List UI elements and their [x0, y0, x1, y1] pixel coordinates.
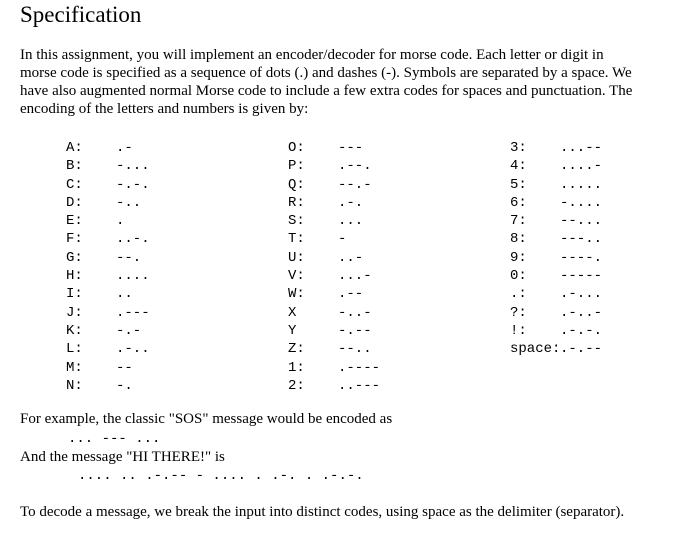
morse-code: ----.	[560, 249, 603, 266]
intro-line: morse code is specified as a sequence of dots (.) and dashes (-). Symbols are separated by a space. We	[20, 65, 632, 81]
morse-character: T:	[288, 231, 305, 248]
morse-code: .--.	[338, 158, 372, 175]
morse-table-row	[288, 304, 448, 322]
morse-table-row	[510, 249, 685, 267]
morse-code: -	[338, 231, 347, 248]
morse-table-row	[510, 157, 685, 175]
morse-character: N:	[66, 377, 83, 394]
morse-table-row	[288, 139, 448, 157]
morse-table-row	[66, 285, 226, 303]
morse-table-row	[510, 340, 685, 358]
morse-character: D:	[66, 194, 83, 211]
morse-character: G:	[66, 249, 83, 266]
morse-code: -..	[116, 194, 142, 211]
morse-code: .-	[116, 140, 133, 156]
morse-table-column-3	[510, 139, 685, 359]
morse-table-row	[66, 194, 226, 212]
morse-code: .-...	[560, 286, 603, 303]
morse-character: 6:	[510, 194, 527, 211]
morse-table-row	[66, 176, 226, 194]
morse-code: --..	[338, 341, 372, 358]
example-hi-there-code: .... .. .-.-- - .... . .-. . .-.-.	[78, 468, 364, 484]
morse-character: H:	[66, 268, 83, 285]
morse-character: !:	[510, 322, 527, 339]
morse-table-row	[288, 194, 448, 212]
morse-character: F:	[66, 231, 83, 248]
morse-code: -..-	[338, 304, 372, 321]
morse-table-row	[66, 212, 226, 230]
morse-code: ...--	[560, 140, 603, 156]
morse-code: -....	[560, 194, 603, 211]
morse-character: Q:	[288, 176, 305, 193]
morse-table-row	[510, 194, 685, 212]
morse-character: U:	[288, 249, 305, 266]
decode-paragraph: To decode a message, we break the input into distinct codes, using space as the delimiter (separator).	[20, 504, 625, 520]
morse-table-row	[66, 139, 226, 157]
morse-code: ..---	[338, 377, 381, 394]
morse-character: E:	[66, 213, 83, 230]
morse-table-row	[288, 212, 448, 230]
morse-code: .----	[338, 359, 381, 376]
morse-code: .	[116, 213, 125, 230]
morse-character: 3:	[510, 140, 527, 156]
morse-character: K:	[66, 322, 83, 339]
morse-character: L:	[66, 341, 83, 358]
morse-table-row	[66, 267, 226, 285]
example-sos-text: For example, the classic "SOS" message would be encoded as	[20, 411, 393, 427]
morse-character: C:	[66, 176, 83, 193]
morse-table-row	[288, 176, 448, 194]
morse-character: A:	[66, 140, 83, 156]
morse-character: W:	[288, 286, 305, 303]
morse-table-row	[66, 359, 226, 377]
morse-character: 4:	[510, 158, 527, 175]
morse-code: -.--	[338, 322, 372, 339]
morse-code: .--	[338, 286, 364, 303]
example-sos-code: ... --- ...	[68, 431, 161, 447]
morse-table-row	[288, 285, 448, 303]
morse-code: -.-.	[116, 176, 150, 193]
morse-table-row	[288, 377, 448, 395]
morse-table-row	[66, 249, 226, 267]
morse-code: --.-	[338, 176, 372, 193]
morse-code: .-.--	[560, 341, 603, 358]
morse-code: -.	[116, 377, 133, 394]
morse-table-row	[510, 230, 685, 248]
morse-code: ..	[116, 286, 133, 303]
morse-table-row	[288, 322, 448, 340]
morse-code: .-.	[338, 194, 364, 211]
morse-code: .-..-	[560, 304, 603, 321]
morse-table-row	[288, 359, 448, 377]
morse-code: ....-	[560, 158, 603, 175]
morse-code: -----	[560, 268, 603, 285]
morse-code: ..-.	[116, 231, 150, 248]
morse-character: 5:	[510, 176, 527, 193]
morse-code: .---	[116, 304, 150, 321]
morse-character: .:	[510, 286, 527, 303]
morse-code: ---..	[560, 231, 603, 248]
morse-character: V:	[288, 268, 305, 285]
morse-character: space:	[510, 341, 561, 358]
morse-character: I:	[66, 286, 83, 303]
morse-character: R:	[288, 194, 305, 211]
morse-code: ..-	[338, 249, 364, 266]
morse-character: Z:	[288, 341, 305, 358]
morse-character: 9:	[510, 249, 527, 266]
morse-character: X	[288, 304, 297, 321]
morse-character: Y	[288, 322, 297, 339]
morse-character: M:	[66, 359, 83, 376]
intro-line: have also augmented normal Morse code to include a few extra codes for spaces and punctuation. The	[20, 83, 633, 99]
morse-character: 1:	[288, 359, 305, 376]
morse-code: --.	[116, 249, 142, 266]
morse-character: 0:	[510, 268, 527, 285]
morse-character: O:	[288, 140, 305, 156]
morse-table-row	[66, 230, 226, 248]
morse-table-row	[510, 212, 685, 230]
section-title: Specification	[20, 2, 142, 27]
morse-code: .-.-.	[560, 322, 603, 339]
morse-table-row	[66, 157, 226, 175]
morse-character: P:	[288, 158, 305, 175]
morse-table-row	[288, 340, 448, 358]
morse-table-row	[288, 267, 448, 285]
morse-table-row	[510, 267, 685, 285]
morse-table-column-1	[66, 139, 226, 395]
morse-code: ---	[338, 140, 364, 156]
morse-table-row	[66, 377, 226, 395]
morse-table-row	[288, 249, 448, 267]
morse-code: -...	[116, 158, 150, 175]
morse-code: -.-	[116, 322, 142, 339]
example-hi-there-text: And the message "HI THERE!" is	[20, 449, 225, 465]
morse-table-row	[510, 322, 685, 340]
morse-character: J:	[66, 304, 83, 321]
morse-code: .....	[560, 176, 603, 193]
morse-code: ...	[338, 213, 364, 230]
morse-table-row	[66, 322, 226, 340]
morse-character: 7:	[510, 213, 527, 230]
morse-character: ?:	[510, 304, 527, 321]
morse-table-column-2	[288, 139, 448, 395]
morse-table-row	[66, 304, 226, 322]
morse-character: 8:	[510, 231, 527, 248]
morse-table-row	[288, 157, 448, 175]
morse-code: ...-	[338, 268, 372, 285]
morse-code: --...	[560, 213, 603, 230]
morse-table-row	[510, 285, 685, 303]
morse-table-row	[66, 340, 226, 358]
morse-table-row	[288, 230, 448, 248]
morse-table-row	[510, 139, 685, 157]
morse-character: B:	[66, 158, 83, 175]
morse-code: --	[116, 359, 133, 376]
morse-character: S:	[288, 213, 305, 230]
intro-paragraph	[20, 46, 690, 118]
intro-line: encoding of the letters and numbers is given by:	[20, 101, 309, 117]
morse-table-row	[510, 304, 685, 322]
morse-code: ....	[116, 268, 150, 285]
morse-character: 2:	[288, 377, 305, 394]
morse-table-row	[510, 176, 685, 194]
intro-line: In this assignment, you will implement an encoder/decoder for morse code. Each letter or digit in	[20, 47, 604, 63]
morse-code: .-..	[116, 341, 150, 358]
